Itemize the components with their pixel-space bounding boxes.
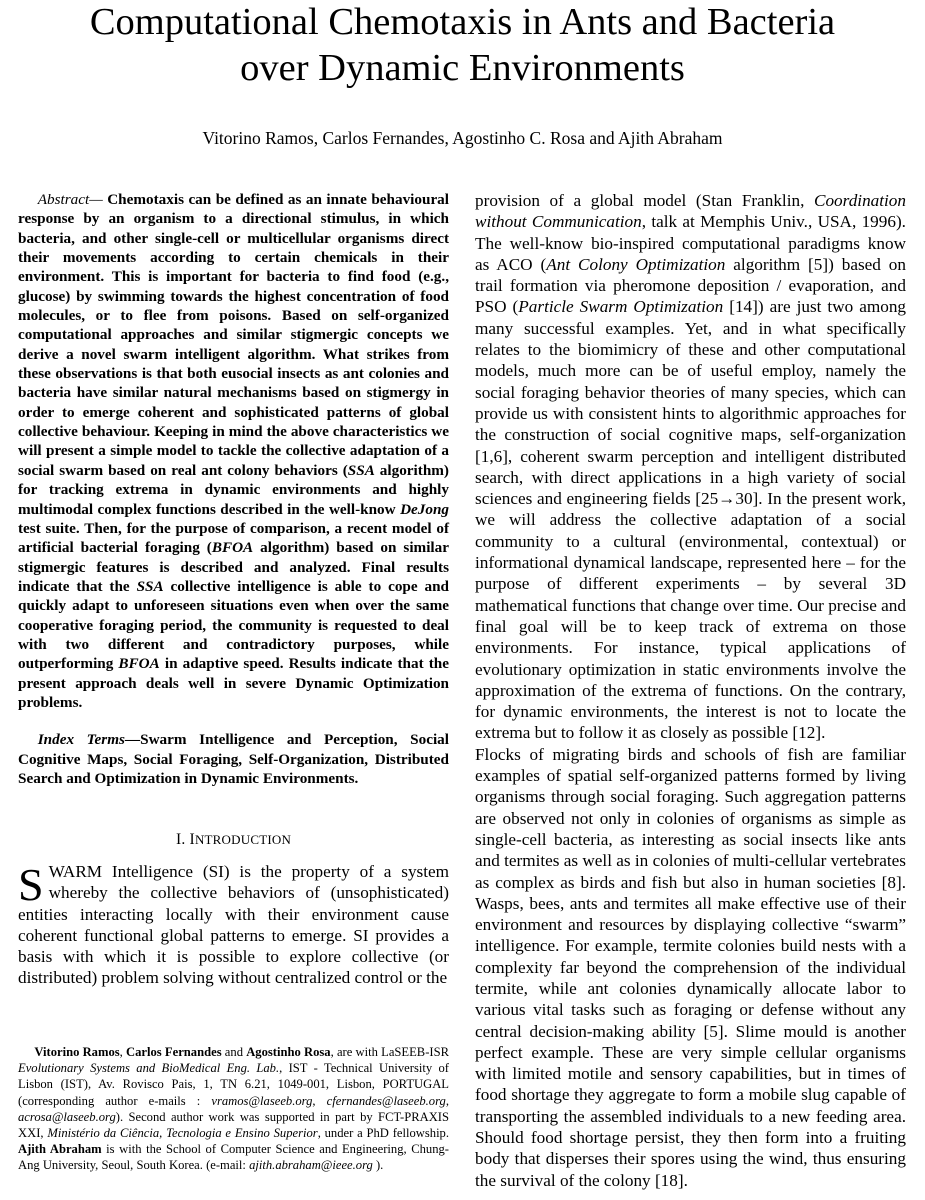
- email-link: vramos@laseeb.org: [211, 1093, 313, 1108]
- left-column: [18, 190, 449, 989]
- author-list: Vitorino Ramos, Carlos Fernandes, Agostinho C. Rosa and Ajith Abraham: [202, 128, 723, 148]
- email-link: cfernandes@laseeb.org: [326, 1093, 446, 1108]
- bfoa-term: BFOA: [211, 539, 254, 557]
- body-paragraph: Flocks of migrating birds and schools of fish are familiar examples of spatial self-organized patterns formed by living organisms through social foraging. Such aggregation patterns are observed not only in colonies of organisms as simple as single-cell bacteria, as interesting as social insects like ants and termites as well as in colonies of multi-cellular vertebrates as complex as birds and fish but also in human societies [8]. Wasps, bees, ants and termites all make effective use of their environment and resources by displaying collective “swarm” intelligence. For example, termite colonies build nests with a complexity far beyond the comprehension of the individual termite, while ant colonies dynamically allocate labor to various vital tasks such as foraging or defense without any central decision-making ability [5]. Slime mould is another perfect example. These are very simple cellular organisms with limited motile and sensory capabilities, but in times of food shortage they aggregate to form a mobile slug capable of transporting the assembled individuals to a new feeding area. Should food shortage persist, they then form into a fruiting body that disperses their spores using the wind, thus ensuring the survival of the colony [18].: [475, 744, 906, 1190]
- paper-title-line-1: Computational Chemotaxis in Ants and Bacteria: [89, 1, 836, 43]
- right-column: [475, 190, 906, 1191]
- ssa-term: SSA: [347, 461, 375, 479]
- email-link: acrosa@laseeb.org: [18, 1109, 116, 1124]
- index-terms-label: Index Terms—: [37, 731, 141, 749]
- email-link: ajith.abraham@ieee.org: [249, 1158, 373, 1173]
- abstract-label: Abstract—: [37, 191, 103, 208]
- index-terms: Index Terms—Swarm Intelligence and Perception, Social Cognitive Maps, Social Foraging, Self-Organization, Distributed Search and Optimization in Dynamic Environments.: [18, 731, 449, 787]
- ssa-term: SSA: [136, 577, 164, 595]
- author-affiliation-footnote: Vitorino Ramos, Carlos Fernandes and Agostinho Rosa, are with LaSEEB-ISR Evolutionary Systems and BioMedical Eng. Lab., IST - Technical University of Lisbon (IST), Av. Rovisco Pais, 1, TN 6.21, 1049-001, Lisbon, PORTUGAL (corresponding author e-mails : vramos@laseeb.org, cfernandes@laseeb.org, acrosa@laseeb.org). Second author work was supported in part by FCT-PRAXIS XXI, Ministério da Ciência, Tecnologia e Ensino Superior, under a PhD fellowship. Ajith Abraham is with the School of Computer Science and Engineering, Chung-Ang University, Seoul, South Korea. (e-mail: ajith.abraham@ieee.org ).: [18, 1045, 450, 1173]
- abstract: Abstract— Chemotaxis can be defined as an innate behavioural response by an organism to a directional stimulus, in which bacteria, and other single-cell or multicellular organisms direct their movements according to certain chemicals in their environment. This is important for bacteria to find food (e.g., glucose) by swimming towards the highest concentration of food molecules, or to flee from poisons. Based on self-organized computational approaches and similar stigmergic concepts we derive a novel swarm intelligent algorithm. What strikes from these observations is that both eusocial insects as ant colonies and bacteria have similar natural mechanisms based on stigmergy in order to emerge coherent and sophisticated patterns of global collective behaviour. Keeping in mind the above characteristics we will present a simple model to tackle the collective adaptation of a social swarm based on real ant colony behaviors (SSA algorithm) for tracking extrema in dynamic environments and highly multimodal complex functions described in the well-know DeJong test suite. Then, for the purpose of comparison, a recent model of artificial bacterial foraging (BFOA algorithm) based on similar stigmergic features is described and analyzed. Final results indicate that the SSA collective intelligence is able to cope and quickly adapt to unforeseen situations even when over the same cooperative foraging period, the community is requested to deal with two different and contradictory purposes, while outperforming BFOA in adaptive speed. Results indicate that the present approach deals well in severe Dynamic Optimization problems.: [18, 191, 450, 711]
- bfoa-term: BFOA: [118, 655, 160, 673]
- section-heading-introduction: I. INTRODUCTION: [175, 831, 292, 849]
- body-paragraph: provision of a global model (Stan Franklin, Coordination without Communication, talk at Memphis Univ., USA, 1996). The well-know bio-inspired computational paradigms know as ACO (Ant Colony Optimization algorithm [5]) based on trail formation via pheromone deposition / evaporation, and PSO (Particle Swarm Optimization [14]) are just two among many successful examples. Yet, and in what specifically relates to the biomimicry of these and other computational models, much more can be of useful employ, namely the social foraging behavior theories of many species, which can provide us with consistent hints to algorithmic approaches for the construction of social cognitive maps, self-organization [1,6], coherent swarm perception and intelligent distributed search, with direct applications in a high variety of social sciences and engineering fields [25→30]. In the present work, we will address the collective adaptation of a social community to a cultural (environmental, contextual) or informational dynamical landscape, represented here – for the purpose of different experiments – by several 3D mathematical functions that change over time. Our precise and final goal will be to keep track of extrema on those environments. For instance, typical applications of evolutionary optimization in static environments involve the approximation of the extrema of functions. On the contrary, for dynamic environments, the interest is not to locate the extrema but to follow it as closely as possible [12].: [475, 191, 907, 743]
- drop-cap: S: [18, 858, 44, 910]
- dejong-term: DeJong: [400, 500, 449, 518]
- paper-title-line-2: over Dynamic Environments: [240, 47, 685, 89]
- introduction-paragraph: SWARM Intelligence (SI) is the property of a system whereby the collective behaviors of (unsophisticated) entities interacting locally with their environment cause coherent functional global patterns to emerge. SI provides a basis with which it is possible to explore collective (or distributed) problem solving without centralized control or the: [18, 858, 449, 988]
